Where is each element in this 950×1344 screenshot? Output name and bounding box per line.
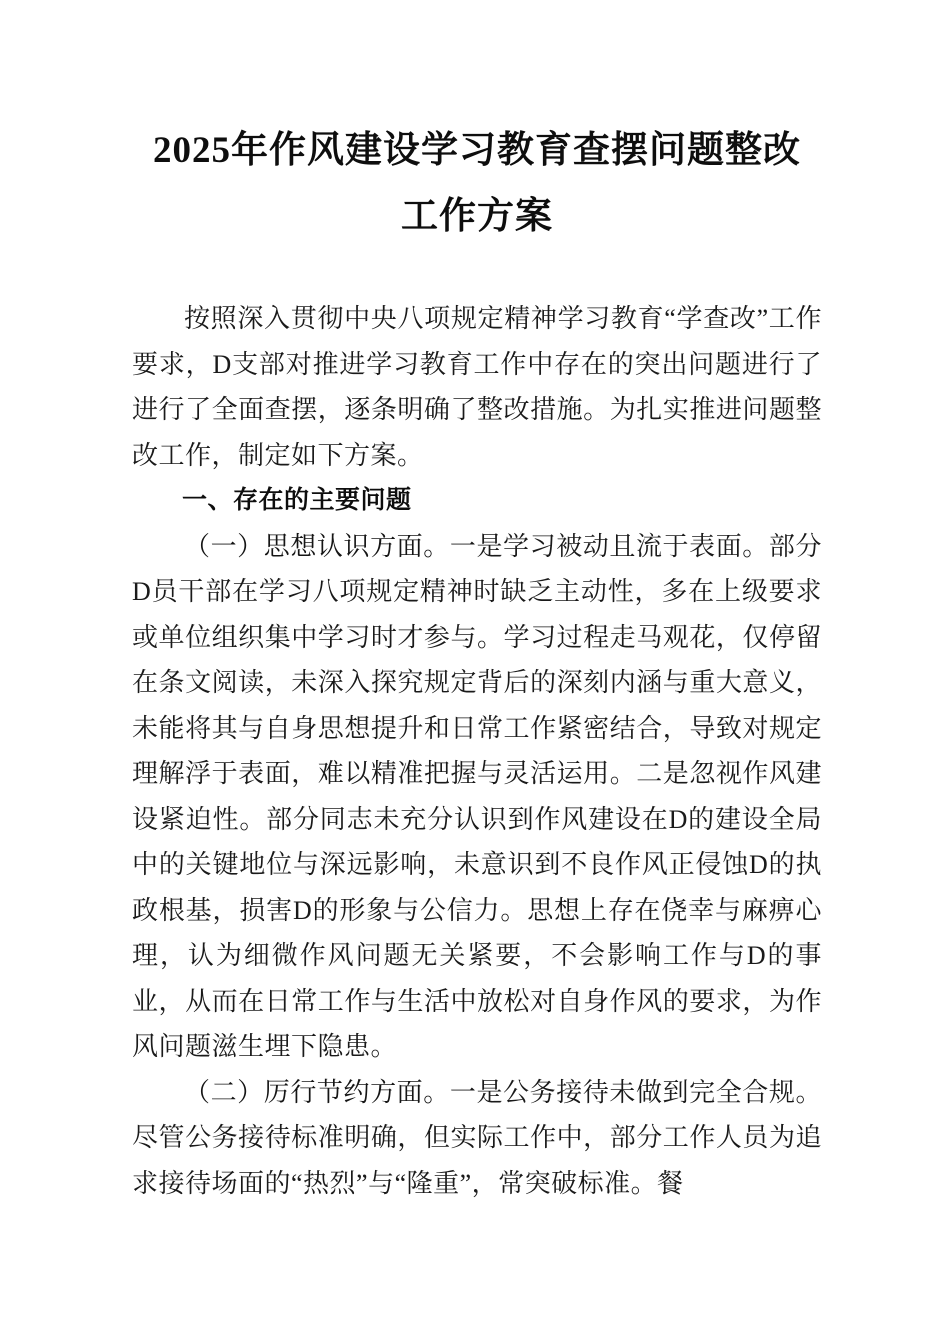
paragraph: （一）思想认识方面。一是学习被动且流于表面。部分D员干部在学习八项规定精神时缺乏主动性，多在上级要求或单位组织集中学习时才参与。学习过程走马观花，仅停留在条文阅读，未深入探究规定背后的深刻内涵与重大意义，未能将其与自身思想提升和日常工作紧密结合，导致对规定理解浮于表面，难以精准把握与灵活运用。二是忽视作风建设紧迫性。部分同志未充分认识到作风建设在D的建设全局中的关键地位与深远影响，未意识到不良作风正侵蚀D的执政根基，损害D的形象与公信力。思想上存在侥幸与麻痹心理，认为细微作风问题无关紧要，不会影响工作与D的事业，从而在日常工作与生活中放松对自身作风的要求，为作风问题滋生埋下隐患。 <box>132 531 822 1061</box>
paragraph-lead: （二）厉行节约方面。 <box>184 1077 450 1107</box>
document-title: 2025年作风建设学习教育查摆问题整改工作方案 <box>153 130 801 237</box>
paragraph: 按照深入贯彻中央八项规定精神学习教育“学查改”工作要求，D支部对推进学习教育工作中存在的突出问题进行了进行了全面查摆，逐条明确了整改措施。为扎实推进问题整改工作，制定如下方案。 <box>132 304 822 470</box>
document-body <box>132 296 822 1206</box>
section-heading: 一、存在的主要问题 <box>182 486 412 514</box>
paragraph: （二）厉行节约方面。一是公务接待未做到完全合规。尽管公务接待标准明确，但实际工作中，部分工作人员为追求接待场面的“热烈”与“隆重”，常突破标准。餐 <box>132 1077 822 1198</box>
paragraph-lead: （一）思想认识方面。 <box>184 531 450 561</box>
text-column <box>132 118 822 1206</box>
